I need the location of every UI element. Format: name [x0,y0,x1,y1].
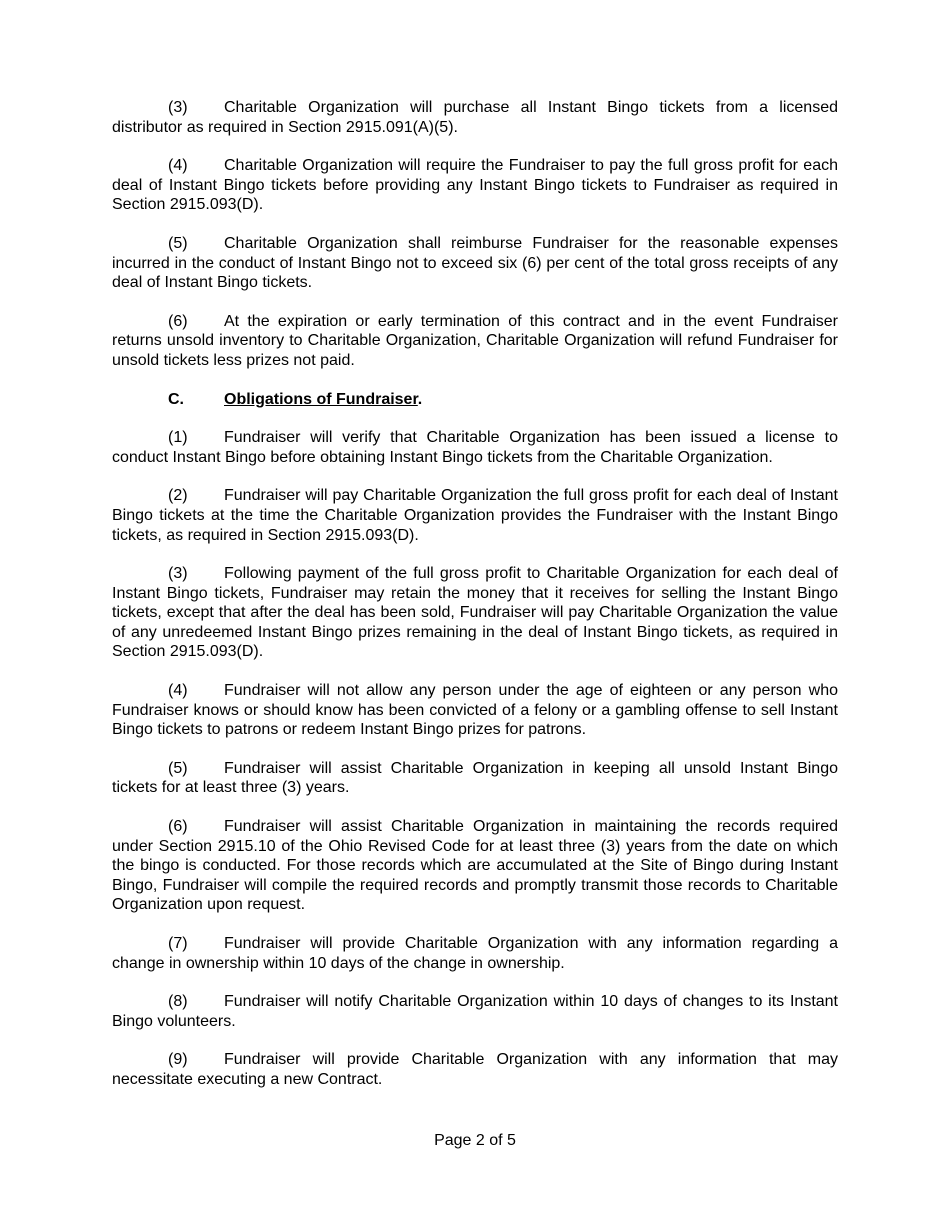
paragraph-number: (5) [168,234,188,252]
paragraph-b5 [112,234,838,293]
paragraph-number: (6) [168,312,188,330]
paragraph-c7 [112,934,838,973]
paragraph-number: (8) [168,993,188,1011]
paragraph-number: (6) [168,818,188,836]
paragraph-text: Following payment of the full gross profit to Charitable Organization for each deal of Instant Bingo tickets, Fundraiser may retain the money that it receives for selling the Instant Bingo tickets, except that after the deal has been sold, Fundraiser will pay Charitable Organization the value of any unredeemed Instant Bingo prizes remaining in the deal of Instant Bingo tickets, as required in Section 2915.093(D). [112,565,838,661]
paragraph-text: Fundraiser will not allow any person under the age of eighteen or any person who Fundraiser knows or should know has been convicted of a felony or a gambling offense to sell Instant Bingo tickets to patrons or redeem Instant Bingo prizes for patrons. [112,682,838,739]
paragraph-text: Fundraiser will pay Charitable Organization the full gross profit for each deal of Instant Bingo tickets at the time the Charitable Organization provides the Fundraiser with the Instant Bingo tickets, as required in Section 2915.093(D). [112,487,838,544]
paragraph-text: Fundraiser will verify that Charitable Organization has been issued a license to conduct Instant Bingo before obtaining Instant Bingo tickets from the Charitable Organization. [112,429,838,466]
section-title: Obligations of Fundraiser [224,390,418,408]
paragraph-text: Fundraiser will notify Charitable Organization within 10 days of changes to its Instant Bingo volunteers. [112,993,838,1030]
page-number: Page 2 of 5 [434,1132,516,1149]
paragraph-c8 [112,992,838,1031]
paragraph-number: (5) [168,759,188,777]
paragraph-b4 [112,156,838,215]
paragraph-text: Charitable Organization will require the Fundraiser to pay the full gross profit for each deal of Instant Bingo tickets before providing any Instant Bingo tickets to Fundraiser as required in Section 2915.093(D). [112,157,838,214]
paragraph-number: (3) [168,99,188,116]
paragraph-c1 [112,428,838,467]
section-title-period: . [417,390,423,408]
paragraph-text: Fundraiser will assist Charitable Organization in maintaining the records required under Section 2915.10 of the Ohio Revised Code for at least three (3) years from the date on which the bingo is conducted. For those records which are accumulated at the Site of Bingo during Instant Bingo, Fundraiser will compile the required records and promptly transmit those records to Charitable Organization upon request. [112,818,838,914]
paragraph-b6 [112,312,838,371]
paragraph-number: (4) [168,157,188,175]
paragraph-number: (7) [168,935,188,952]
paragraph-number: (1) [168,429,188,447]
paragraph-text: At the expiration or early termination of this contract and in the event Fundraiser returns unsold inventory to Charitable Organization, Charitable Organization will refund Fundraiser for unsold tickets less prizes not paid. [112,312,838,369]
section-label: C. [168,390,184,408]
paragraph-number: (4) [168,682,188,700]
page-footer [0,1131,950,1151]
paragraph-c4 [112,681,838,740]
paragraph-text: Fundraiser will provide Charitable Organization with any information that may necessitate executing a new Contract. [112,1051,838,1088]
paragraph-c9 [112,1050,838,1089]
paragraph-text: Charitable Organization will purchase all Instant Bingo tickets from a licensed distributor as required in Section 2915.091(A)(5). [112,99,838,136]
document-page [112,98,838,1109]
paragraph-c2 [112,486,838,545]
paragraph-c5 [112,759,838,798]
paragraph-c6 [112,817,838,915]
paragraph-text: Charitable Organization shall reimburse Fundraiser for the reasonable expenses incurred in the conduct of Instant Bingo not to exceed six (6) per cent of the total gross receipts of any deal of Instant Bingo tickets. [112,234,838,292]
paragraph-c3 [112,564,838,662]
paragraph-number: (2) [168,487,188,505]
paragraph-b3 [112,98,838,137]
paragraph-text: Fundraiser will assist Charitable Organization in keeping all unsold Instant Bingo tickets for at least three (3) years. [112,759,838,797]
section-heading-c [112,390,838,410]
paragraph-text: Fundraiser will provide Charitable Organization with any information regarding a change in ownership within 10 days of the change in ownership. [112,935,838,972]
paragraph-number: (9) [168,1051,188,1069]
paragraph-number: (3) [168,565,188,583]
